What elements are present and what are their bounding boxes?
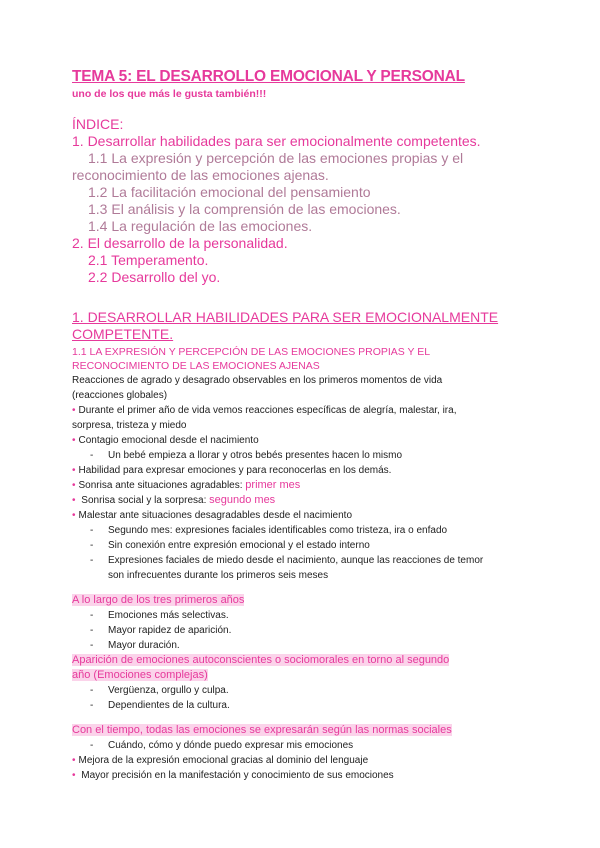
bullet-item: • Mejora de la expresión emocional gracias al dominio del lenguaje	[72, 753, 542, 768]
toc-item: 2.2 Desarrollo del yo.	[88, 269, 221, 285]
bullet-text: Sonrisa ante situaciones agradables:	[78, 480, 246, 491]
table-of-contents	[72, 116, 542, 286]
bullet-text: Sonrisa social y la sorpresa:	[78, 495, 210, 506]
section-title-line: COMPETENTE.	[72, 326, 174, 342]
highlight-text: primer mes	[245, 479, 301, 491]
subsection-title-line: RECONOCIMIENTO DE LAS EMOCIONES AJENAS	[72, 360, 320, 372]
paragraph: Reacciones de agrado y desagrado observables en los primeros momentos de vida	[72, 375, 443, 386]
subsection-title-line: 1.1 LA EXPRESIÓN Y PERCEPCIÓN DE LAS EMOCIONES PROPIAS Y EL	[72, 346, 431, 358]
section-title-line: 1. DESARROLLAR HABILIDADES PARA SER EMOCIONALMENTE	[72, 309, 499, 325]
bullet-item: • Mayor precisión en la manifestación y conocimiento de sus emociones	[72, 768, 542, 783]
bullet-item	[72, 478, 542, 493]
dash-item: - Un bebé empieza a llorar y otros bebés presentes hacen lo mismo	[72, 448, 542, 463]
toc-item: 1.4 La regulación de las emociones.	[88, 218, 313, 234]
highlight-heading	[72, 723, 542, 738]
highlighted-text: A lo largo de los tres primeros años	[72, 594, 245, 606]
dash-item: - Segundo mes: expresiones faciales identificables como tristeza, ira o enfado	[72, 523, 542, 538]
toc-item: reconocimiento de las emociones ajenas.	[72, 167, 329, 183]
toc-item: 1. Desarrollar habilidades para ser emocionalmente competentes.	[72, 133, 481, 149]
dash-continuation: son infrecuentes durante los primeros seis meses	[108, 570, 329, 581]
dash-item: - Emociones más selectivas.	[72, 608, 542, 623]
highlighted-text: año (Emociones complejas)	[72, 669, 208, 681]
highlight-heading	[72, 593, 542, 608]
bullet-continuation: sorpresa, tristeza y miedo	[72, 420, 187, 431]
toc-heading: ÍNDICE:	[72, 116, 124, 132]
toc-item: 1.3 El análisis y la comprensión de las emociones.	[88, 201, 401, 217]
highlighted-text: Con el tiempo, todas las emociones se expresarán según las normas sociales	[72, 724, 452, 736]
page-title: TEMA 5: EL DESARROLLO EMOCIONAL Y PERSONAL	[72, 68, 465, 85]
bullet-item: • Durante el primer año de vida vemos reacciones específicas de alegría, malestar, ira,	[72, 403, 542, 418]
page-subtitle: uno de los que más le gusta también!!!	[72, 88, 267, 100]
dash-item: - Vergüenza, orgullo y culpa.	[72, 683, 542, 698]
dash-item: - Cuándo, cómo y dónde puedo expresar mis emociones	[72, 738, 542, 753]
highlight-text: segundo mes	[209, 494, 276, 506]
toc-item: 2.1 Temperamento.	[88, 252, 209, 268]
highlight-heading	[72, 653, 542, 683]
bullet-item	[72, 493, 542, 508]
subsection-title	[72, 345, 542, 373]
document-page	[72, 68, 542, 783]
dash-item: - Mayor rapidez de aparición.	[72, 623, 542, 638]
dash-item: - Expresiones faciales de miedo desde el nacimiento, aunque las reacciones de temor	[72, 553, 542, 568]
section-title	[72, 309, 542, 343]
dash-item: - Dependientes de la cultura.	[72, 698, 542, 713]
dash-item: - Sin conexión entre expresión emocional y el estado interno	[72, 538, 542, 553]
bullet-item: • Malestar ante situaciones desagradables desde el nacimiento	[72, 508, 542, 523]
highlighted-text: Aparición de emociones autoconscientes o sociomorales en torno al segundo	[72, 654, 450, 666]
bullet-item: • Habilidad para expresar emociones y para reconocerlas en los demás.	[72, 463, 542, 478]
toc-item: 2. El desarrollo de la personalidad.	[72, 235, 288, 251]
paragraph: (reacciones globales)	[72, 390, 168, 401]
dash-item: - Mayor duración.	[72, 638, 542, 653]
toc-item: 1.1 La expresión y percepción de las emociones propias y el	[88, 150, 464, 166]
toc-item: 1.2 La facilitación emocional del pensamiento	[88, 184, 371, 200]
bullet-item: • Contagio emocional desde el nacimiento	[72, 433, 542, 448]
section-body	[72, 373, 542, 783]
